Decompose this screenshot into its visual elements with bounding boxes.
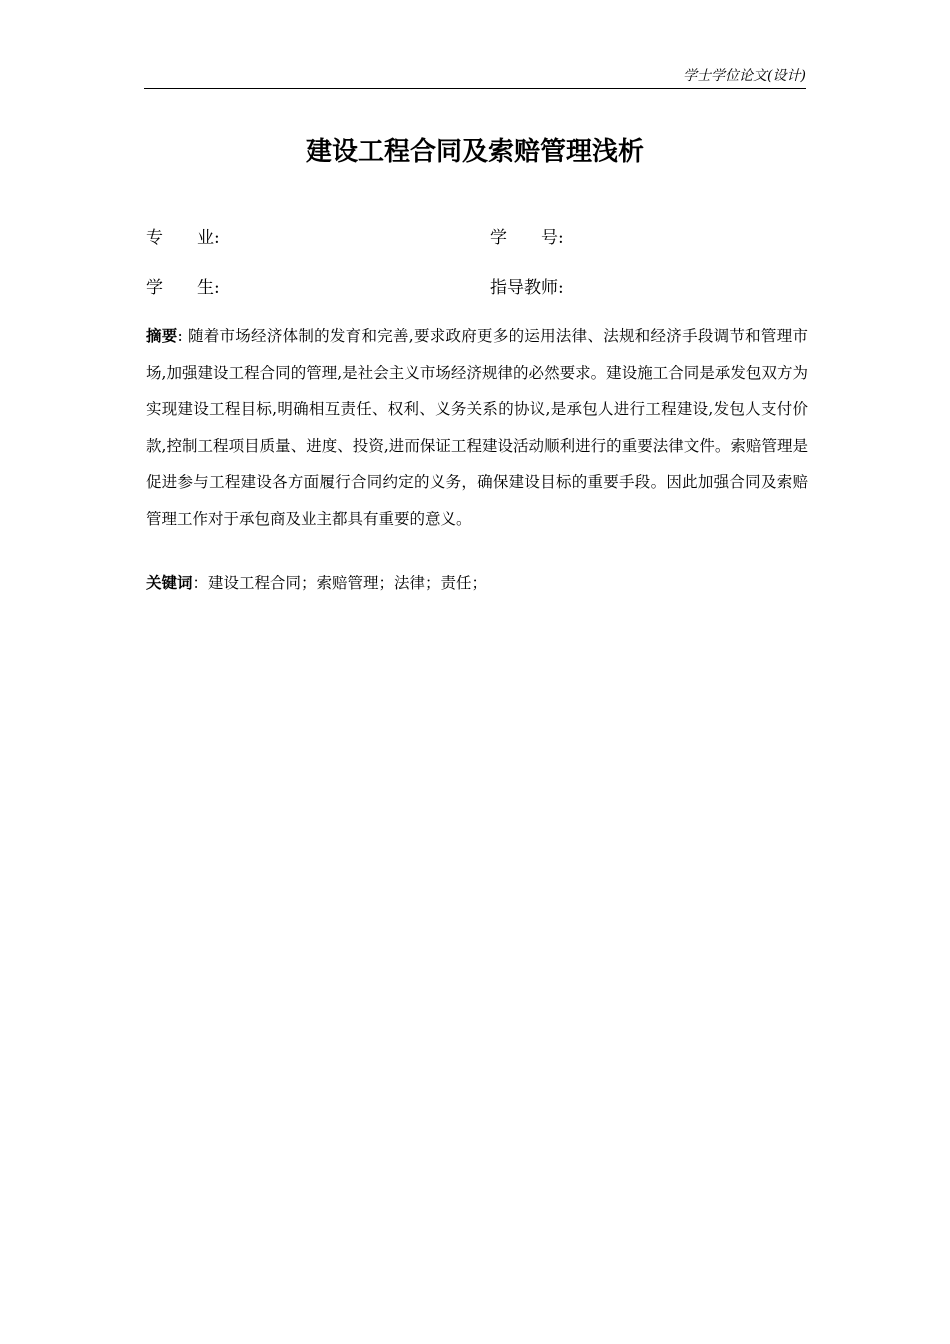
abstract xyxy=(146,318,808,537)
keywords-separator: ： xyxy=(192,574,209,592)
page-header xyxy=(144,66,806,89)
running-title: 学士学位论文(设计) xyxy=(683,68,806,84)
keywords-text: 建设工程合同；索赔管理；法律；责任； xyxy=(208,574,488,592)
student-field-label: 学 生: xyxy=(146,278,220,298)
advisor-field-label: 指导教师: xyxy=(490,278,564,298)
abstract-text: 随着市场经济体制的发育和完善,要求政府更多的运用法律、法规和经济手段调节和管理市场,加强建设工程合同的管理,是社会主义市场经济规律的必然要求。建设施工合同是承发包双方为实现建设工程目标,明确相互责任、权利、义务关系的协议,是承包人进行工程建设,发包人支付价款,控制工程项目质量、进度、投资,进而保证工程建设活动顺利进行的重要法律文件。索赔管理是促进参与工程建设各方面履行合同约定的义务，确保建设目标的重要手段。因此加强合同及索赔管理工作对于承包商及业主都具有重要的意义。 xyxy=(146,327,808,528)
abstract-label: 摘要 xyxy=(146,327,178,345)
keywords-label: 关键词 xyxy=(146,574,193,592)
abstract-separator: : xyxy=(177,327,188,345)
student-id-field-label: 学 号: xyxy=(490,228,564,248)
paper-title: 建设工程合同及索赔管理浅析 xyxy=(305,137,644,167)
keywords xyxy=(146,568,808,598)
major-field-label: 专 业: xyxy=(146,228,220,248)
